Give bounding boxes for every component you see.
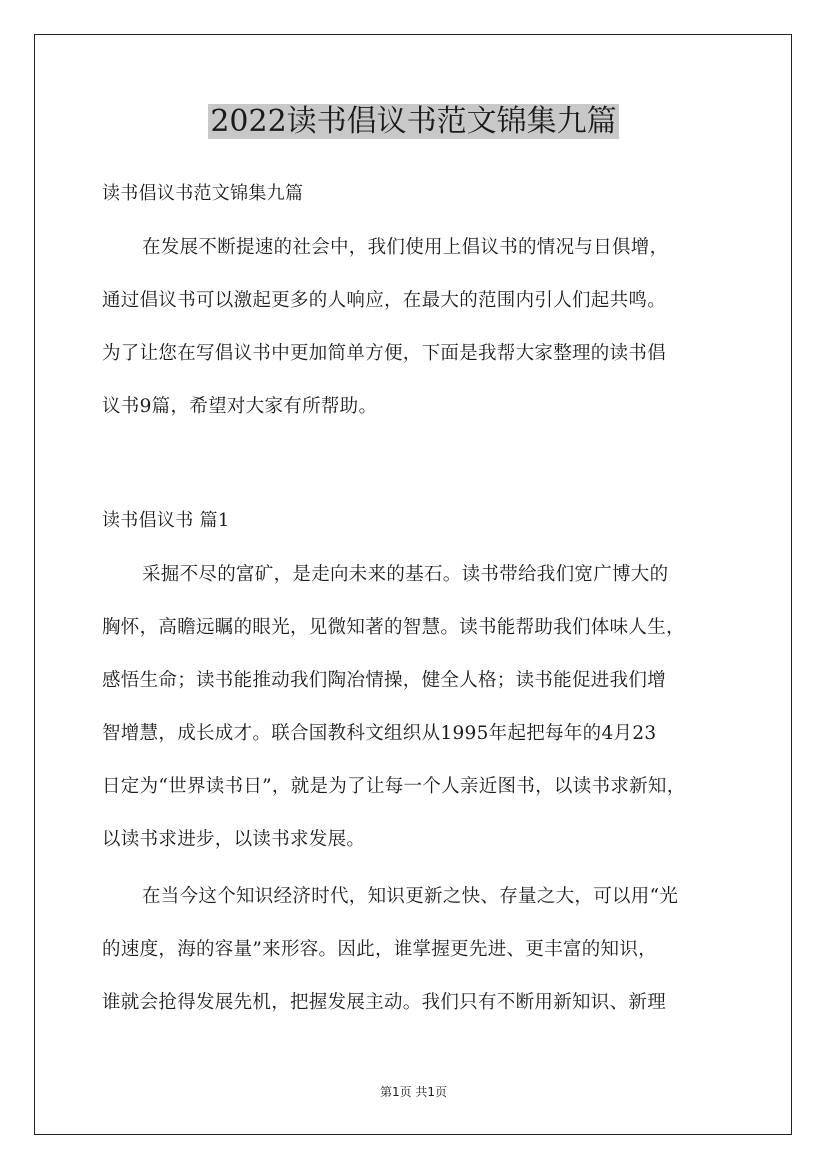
- paragraph-line: 采掘不尽的富矿，是走向未来的基石。读书带给我们宽广博大的: [142, 564, 669, 585]
- paragraph-line: 智增慧，成长成才。联合国教科文组织从1995年起把每年的4月23: [102, 723, 657, 744]
- paragraph-line: 的速度，海的容量”来形容。因此，谁掌握更先进、更丰富的知识，: [102, 939, 657, 960]
- intro-line: 通过倡议书可以激起更多的人响应，在最大的范围内引人们起共鸣。: [102, 290, 667, 311]
- document-title: [0, 100, 827, 144]
- page-footer: 第1页 共1页: [379, 1085, 448, 1099]
- intro-line: 在发展不断提速的社会中，我们使用上倡议书的情况与日俱增，: [142, 237, 669, 258]
- section-heading: 读书倡议书 篇1: [102, 510, 230, 531]
- paragraph-line: 以读书求进步，以读书求发展。: [102, 829, 366, 850]
- paragraph-line: 感悟生命；读书能推动我们陶冶情操，健全人格；读书能促进我们增: [102, 670, 667, 691]
- document-title-text: 2022读书倡议书范文锦集九篇: [210, 104, 617, 139]
- intro-line: 为了让您在写倡议书中更加简单方便，下面是我帮大家整理的读书倡: [102, 343, 667, 364]
- paragraph-line: 日定为“世界读书日”，就是为了让每一个人亲近图书，以读书求新知，: [102, 776, 686, 797]
- intro-line: 议书9篇，希望对大家有所帮助。: [102, 396, 378, 417]
- paragraph-line: 谁就会抢得发展先机，把握发展主动。我们只有不断用新知识、新理: [102, 992, 667, 1013]
- document-subtitle: 读书倡议书范文锦集九篇: [102, 183, 304, 204]
- paragraph-1: [102, 548, 730, 866]
- intro-paragraph: [102, 221, 730, 433]
- paragraph-line: 在当今这个知识经济时代，知识更新之快、存量之大，可以用“光: [142, 886, 679, 907]
- paragraph-2: [102, 870, 730, 1029]
- paragraph-line: 胸怀，高瞻远瞩的眼光，见微知著的智慧。读书能帮助我们体味人生，: [102, 617, 685, 638]
